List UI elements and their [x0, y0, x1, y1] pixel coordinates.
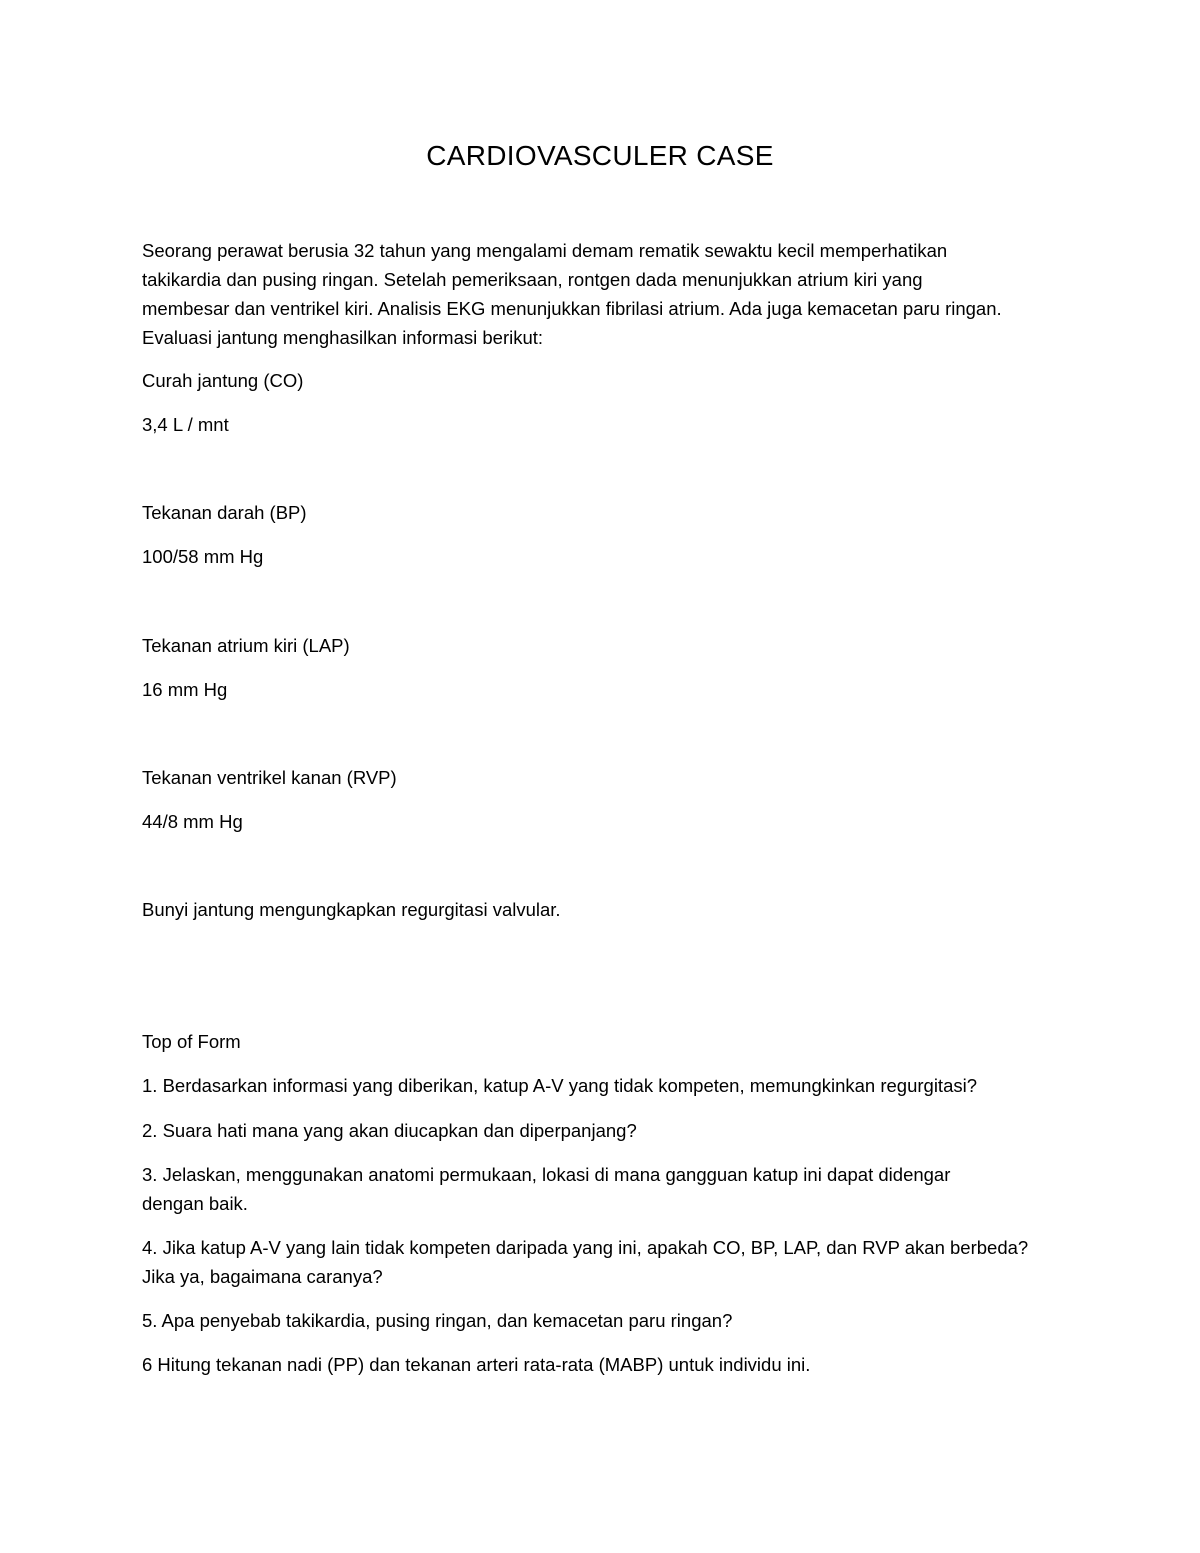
measurement-label-lap: Tekanan atrium kiri (LAP): [142, 635, 350, 656]
question-4: 4. Jika katup A-V yang lain tidak kompeten daripada yang ini, apakah CO, BP, LAP, dan RVP akan berbeda?: [142, 1237, 1029, 1258]
question-3: 3. Jelaskan, menggunakan anatomi permukaan, lokasi di mana gangguan katup ini dapat didengar: [142, 1164, 951, 1185]
question-4-continued: Jika ya, bagaimana caranya?: [142, 1266, 383, 1287]
intro-line: membesar dan ventrikel kiri. Analisis EKG menunjukkan fibrilasi atrium. Ada juga kemacetan paru ringan.: [142, 298, 1002, 319]
question-6: 6 Hitung tekanan nadi (PP) dan tekanan arteri rata-rata (MABP) untuk individu ini.: [142, 1354, 811, 1375]
measurement-label-co: Curah jantung (CO): [142, 370, 304, 391]
measurement-label-rvp: Tekanan ventrikel kanan (RVP): [142, 767, 397, 788]
question-1: 1. Berdasarkan informasi yang diberikan, katup A-V yang tidak kompeten, memungkinkan regurgitasi?: [142, 1075, 978, 1096]
measurement-label-bp: Tekanan darah (BP): [142, 502, 307, 523]
measurement-value-rvp: 44/8 mm Hg: [142, 811, 243, 832]
question-3-continued: dengan baik.: [142, 1193, 248, 1214]
intro-line: Seorang perawat berusia 32 tahun yang mengalami demam rematik sewaktu kecil memperhatikan: [142, 240, 948, 261]
document-title: CARDIOVASCULER CASE: [426, 140, 774, 171]
measurement-value-co: 3,4 L / mnt: [142, 414, 229, 435]
question-2: 2. Suara hati mana yang akan diucapkan dan diperpanjang?: [142, 1120, 637, 1141]
measurement-value-lap: 16 mm Hg: [142, 679, 228, 700]
measurement-value-bp: 100/58 mm Hg: [142, 546, 264, 567]
intro-line: takikardia dan pusing ringan. Setelah pemeriksaan, rontgen dada menunjukkan atrium kiri yang: [142, 269, 923, 290]
heart-sound-statement: Bunyi jantung mengungkapkan regurgitasi valvular.: [142, 899, 561, 920]
question-5: 5. Apa penyebab takikardia, pusing ringan, dan kemacetan paru ringan?: [142, 1310, 733, 1331]
intro-line: Evaluasi jantung menghasilkan informasi berikut:: [142, 327, 544, 348]
form-marker: Top of Form: [142, 1031, 241, 1052]
